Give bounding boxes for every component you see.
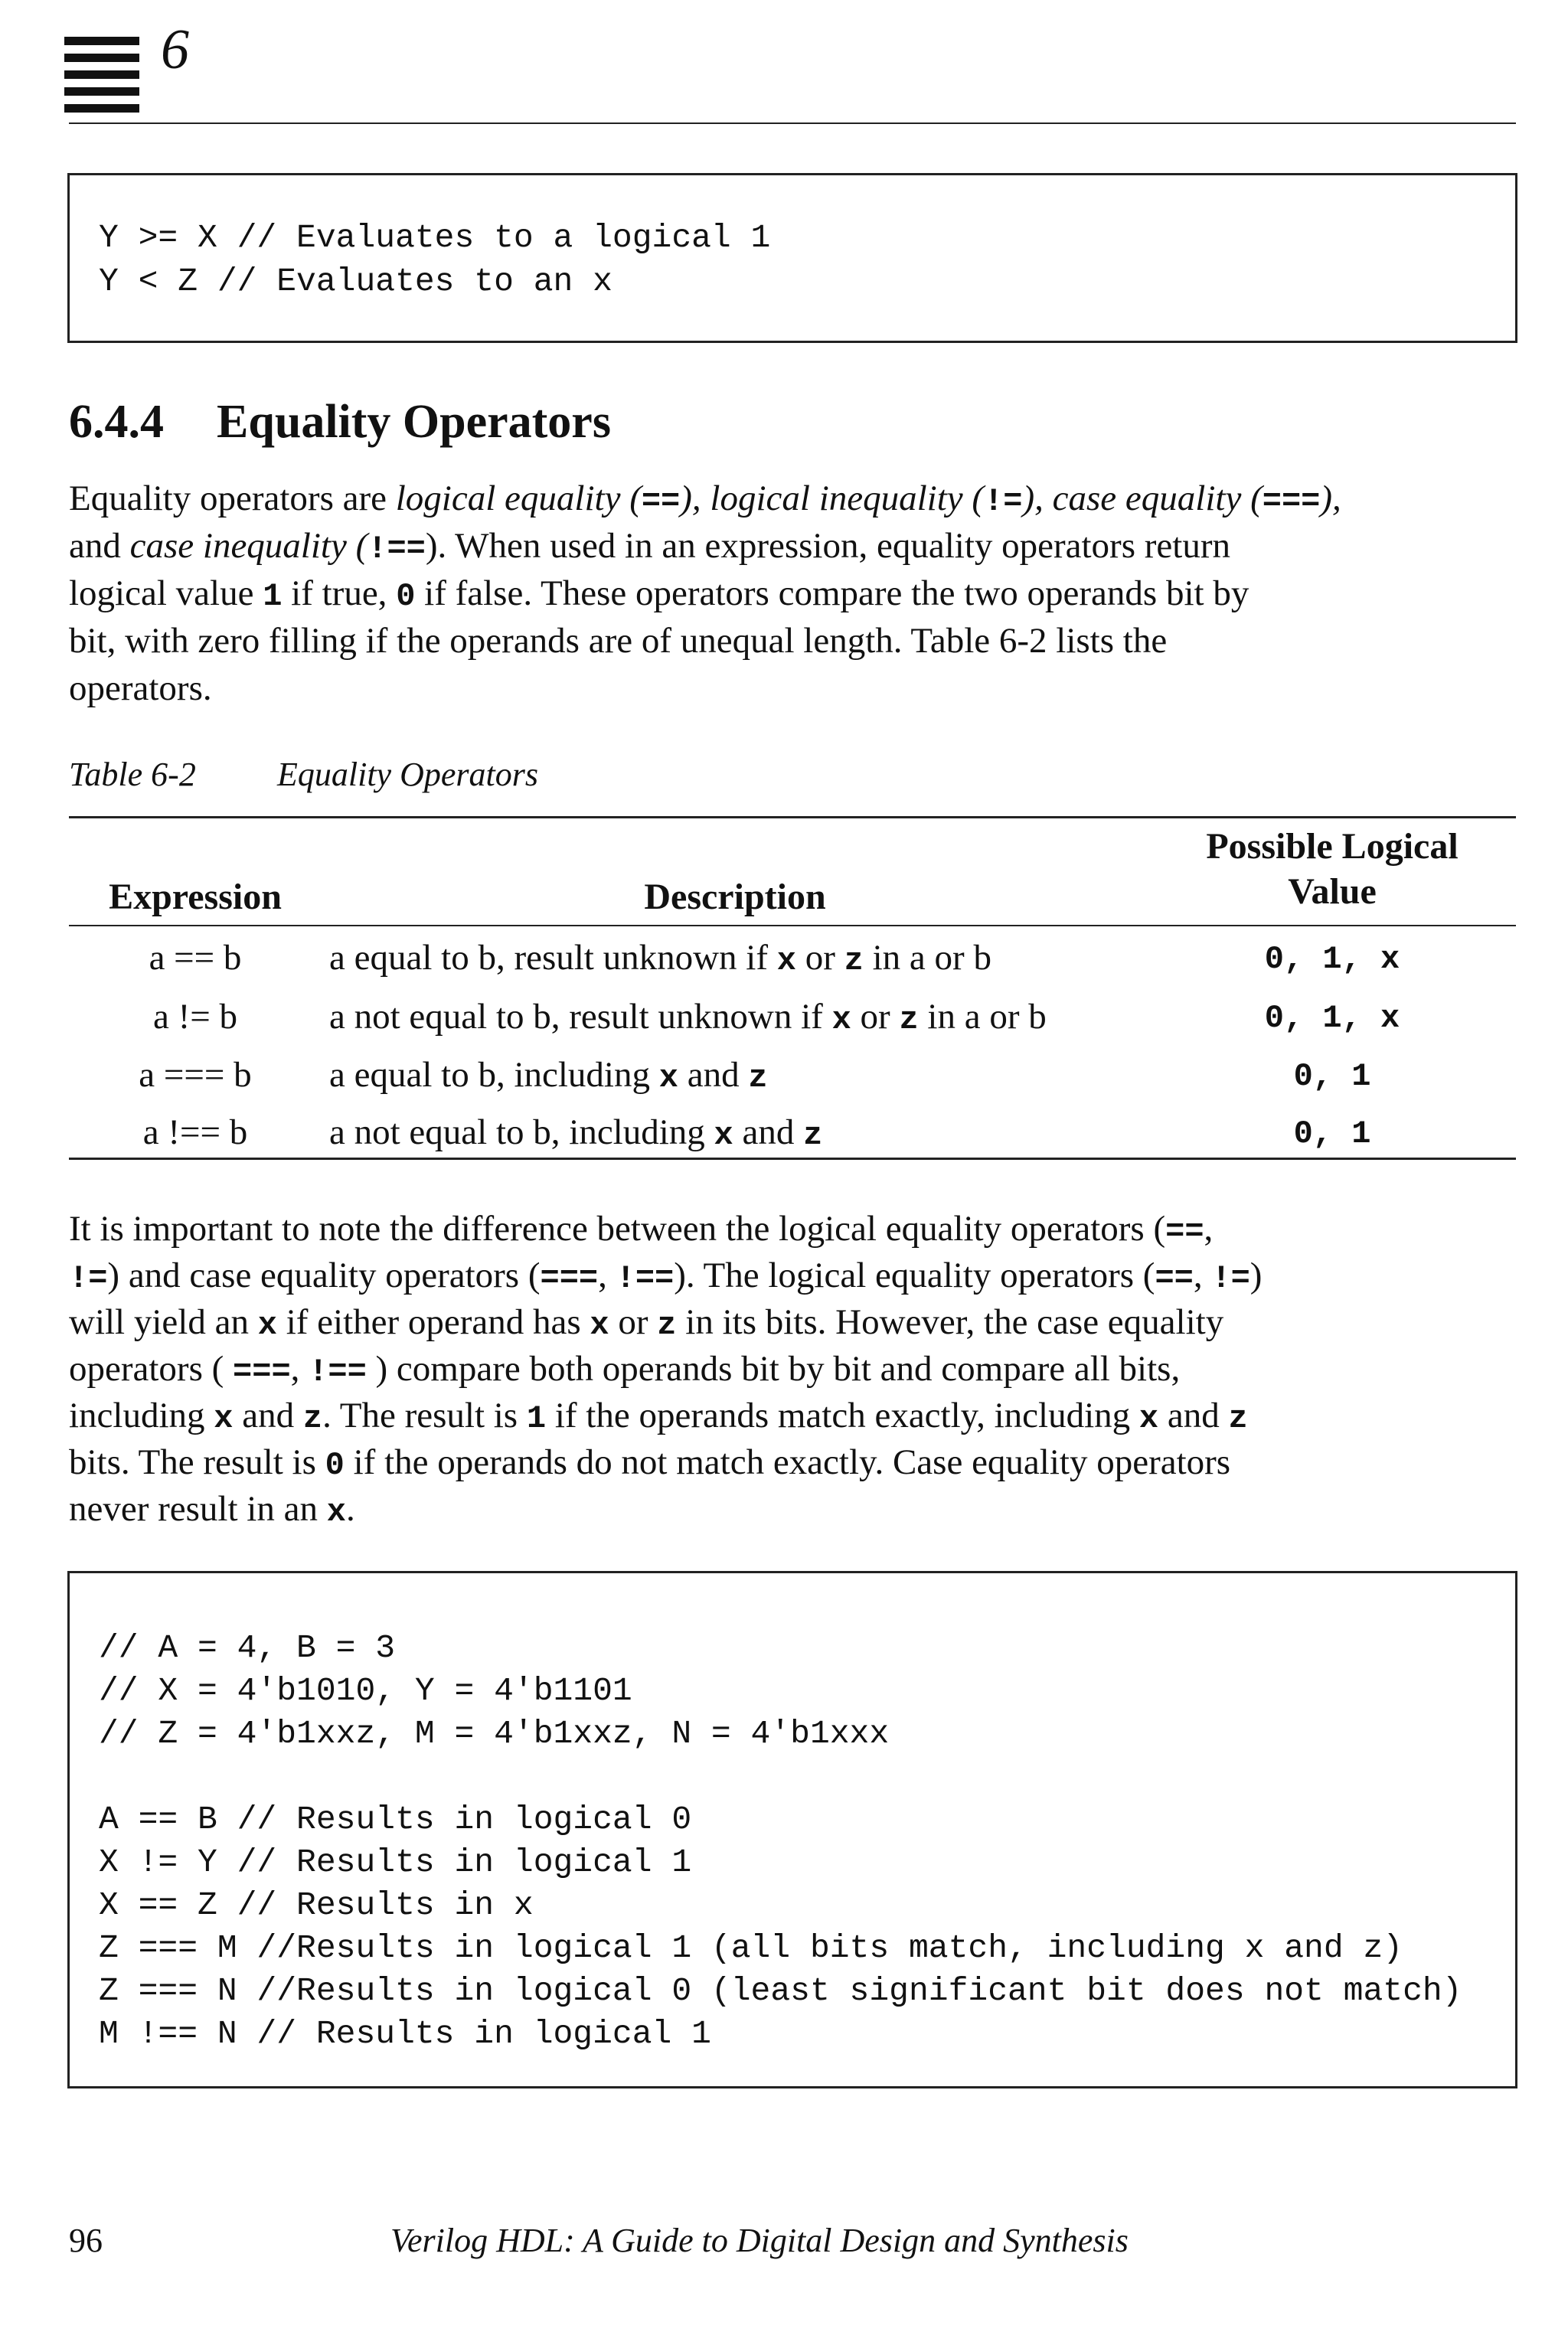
code-line: A == B // Results in logical 0 <box>99 1801 692 1838</box>
table-header-rule <box>69 925 1516 926</box>
row-value: 0, 1 <box>1293 1115 1371 1152</box>
row-description: a equal to b, result unknown if x or z in a or b <box>329 938 991 979</box>
code-line: X != Y // Results in logical 1 <box>99 1844 692 1881</box>
code-block-2 <box>67 1571 1517 2088</box>
paragraph-line: will yield an x if either operand has x or z in its bits. However, the case equality <box>69 1302 1224 1344</box>
book-title: Verilog HDL: A Guide to Digital Design and Synthesis <box>390 2222 1129 2259</box>
row-value: 0, 1 <box>1293 1058 1371 1095</box>
section-number: 6.4.4 <box>69 396 164 448</box>
row-description: a equal to b, including x and z <box>329 1055 768 1096</box>
table-bottom-rule <box>69 1158 1516 1160</box>
code-block-1 <box>67 173 1517 343</box>
code-line: Z === N //Results in logical 0 (least significant bit does not match) <box>99 1972 1462 2010</box>
row-value: 0, 1, x <box>1264 1000 1400 1037</box>
column-header-value: Possible Logical Value <box>1206 826 1459 912</box>
paragraph-line: and case inequality (!==). When used in an expression, equality operators return <box>69 526 1230 567</box>
row-description: a not equal to b, including x and z <box>329 1112 823 1154</box>
code-line: Y >= X // Evaluates to a logical 1 <box>99 219 771 256</box>
paragraph-line: including x and z. The result is 1 if the operands match exactly, including x and z <box>69 1396 1248 1437</box>
table-caption-label: Table 6-2 <box>69 756 196 793</box>
code-line: Y < Z // Evaluates to an x <box>99 263 612 300</box>
section-title: Equality Operators <box>217 396 611 448</box>
column-header-description: Description <box>644 877 826 917</box>
page-number: 96 <box>69 2222 103 2259</box>
paragraph-line: operators. <box>69 668 212 708</box>
code-line: Z === M //Results in logical 1 (all bits match, including x and z) <box>99 1929 1403 1967</box>
code-line: // X = 4'b1010, Y = 4'b1101 <box>99 1672 632 1710</box>
row-expression: a !== b <box>142 1112 248 1152</box>
code-line: X == Z // Results in x <box>99 1886 534 1924</box>
paragraph-line: Equality operators are logical equality (==), logical inequality (!=), case equality (===), <box>69 478 1341 520</box>
chapter-number: 6 <box>161 18 189 81</box>
paragraph-line: It is important to note the difference between the logical equality operators (==, <box>69 1209 1214 1250</box>
paragraph-line: bits. The result is 0 if the operands do not match exactly. Case equality operators <box>69 1442 1231 1484</box>
header-rule <box>69 122 1516 124</box>
code-line: // Z = 4'b1xxz, M = 4'b1xxz, N = 4'b1xxx <box>99 1715 890 1752</box>
table-caption-title: Equality Operators <box>277 756 538 793</box>
row-expression: a != b <box>152 997 238 1037</box>
paragraph-line: bit, with zero filling if the operands are of unequal length. Table 6-2 lists the <box>69 621 1168 661</box>
paragraph-line: logical value 1 if true, 0 if false. These operators compare the two operands bit by <box>69 573 1250 615</box>
code-line: // A = 4, B = 3 <box>99 1629 396 1667</box>
chapter-marker-icon <box>64 37 139 113</box>
paragraph-line: never result in an x. <box>69 1489 355 1530</box>
paragraph-line: operators ( ===, !== ) compare both operands bit by bit and compare all bits, <box>69 1349 1181 1390</box>
code-line: M !== N // Results in logical 1 <box>99 2015 711 2053</box>
paragraph-line: !=) and case equality operators (===, !==). The logical equality operators (==, !=) <box>69 1256 1263 1297</box>
row-expression: a === b <box>139 1055 252 1095</box>
row-value: 0, 1, x <box>1264 941 1400 978</box>
row-expression: a == b <box>149 938 242 978</box>
table-top-rule <box>69 816 1516 818</box>
column-header-expression: Expression <box>109 877 282 917</box>
row-description: a not equal to b, result unknown if x or z in a or b <box>329 997 1047 1038</box>
section-heading <box>69 398 611 446</box>
